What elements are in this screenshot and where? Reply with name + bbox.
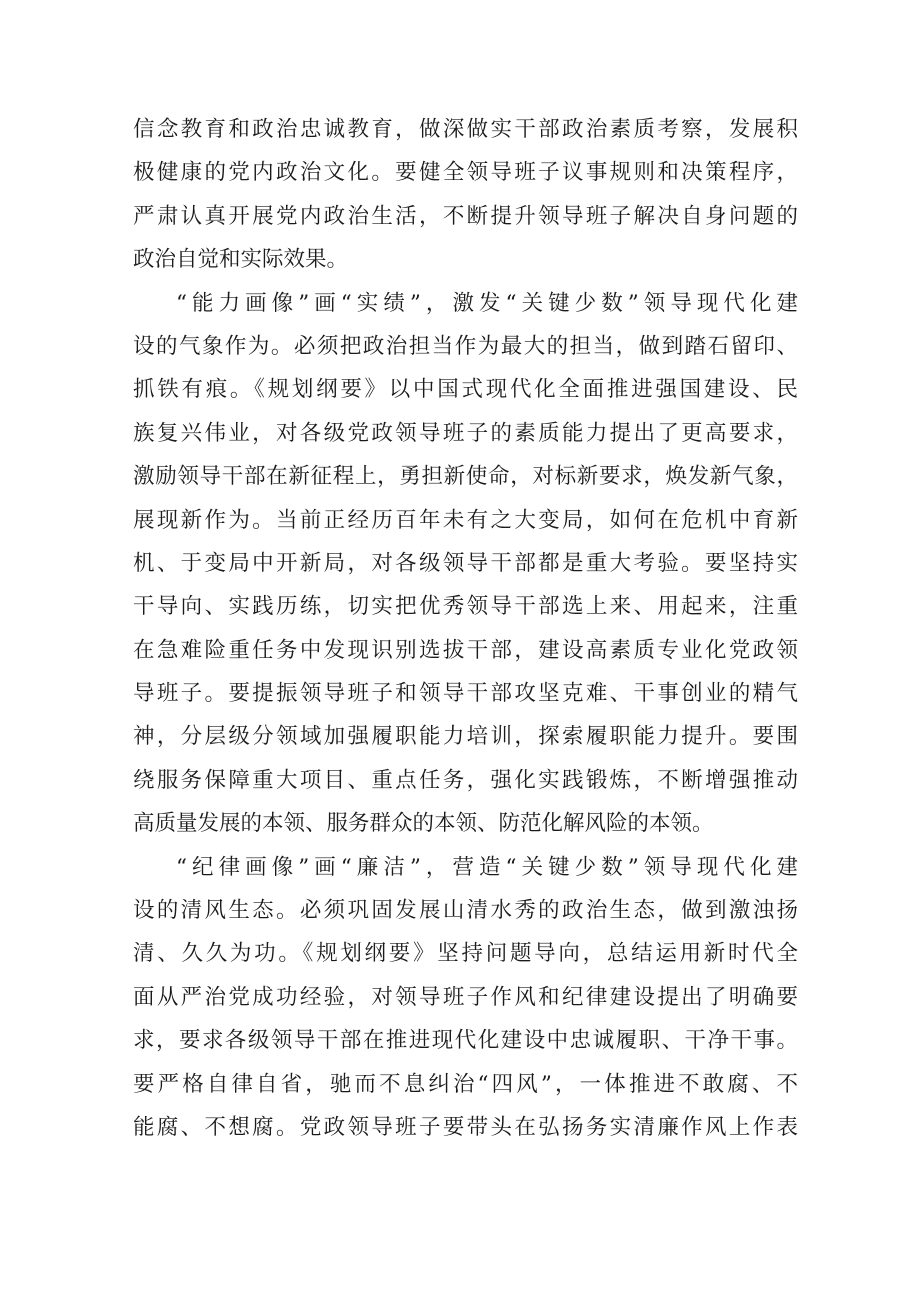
text-line: 设的清风生态。必须巩固发展山清水秀的政治生态，做到激浊扬: [133, 898, 798, 924]
text-line: 清、久久为功。《规划纲要》坚持问题导向，总结运用新时代全: [133, 941, 798, 967]
text-line: 能腐、不想腐。党政领导班子要带头在弘扬务实清廉作风上作表: [133, 1114, 798, 1140]
text-line: 设的气象作为。必须把政治担当作为最大的担当，做到踏石留印、: [133, 333, 798, 359]
paragraph-end-line: 政治自觉和实际效果。: [133, 247, 349, 273]
text-line: 族复兴伟业，对各级党政领导班子的素质能力提出了更高要求，: [133, 420, 798, 446]
text-line: 干导向、实践历练，切实把优秀领导干部选上来、用起来，注重: [133, 594, 798, 620]
text-line: 极健康的党内政治文化。要健全领导班子议事规则和决策程序，: [133, 160, 798, 186]
text-line: 在急难险重任务中发现识别选拔干部，建设高素质专业化党政领: [133, 637, 798, 663]
text-line: 激励领导干部在新征程上，勇担新使命，对标新要求，焕发新气象，: [133, 464, 798, 490]
text-line: 绕服务保障重大项目、重点任务，强化实践锻炼，不断增强推动: [133, 767, 798, 793]
text-line: 神，分层级分领域加强履职能力培训，探索履职能力提升。要围: [133, 724, 798, 750]
text-line: 面从严治党成功经验，对领导班子作风和纪律建设提出了明确要: [133, 984, 798, 1010]
body-text: [133, 108, 798, 1149]
text-line: 抓铁有痕。《规划纲要》以中国式现代化全面推进强国建设、民: [133, 377, 798, 403]
text-line: 要严格自律自省，驰而不息纠治“四风”，一体推进不敢腐、不: [133, 1071, 798, 1097]
paragraph-end-line: 高质量发展的本领、服务群众的本领、防范化解风险的本领。: [133, 811, 714, 837]
text-line: 机、于变局中开新局，对各级领导干部都是重大考验。要坚持实: [133, 550, 798, 576]
text-line: 求，要求各级领导干部在推进现代化建设中忠诚履职、干净干事。: [133, 1028, 798, 1054]
text-line: 展现新作为。当前正经历百年未有之大变局，如何在危机中育新: [133, 507, 798, 533]
text-line: 信念教育和政治忠诚教育，做深做实干部政治素质考察，发展积: [133, 117, 798, 142]
paragraph-start-line: “纪律画像”画“廉洁”，营造“关键少数”领导现代化建: [176, 854, 798, 880]
text-line: 严肃认真开展党内政治生活，不断提升领导班子解决自身问题的: [133, 203, 798, 229]
paragraph-start-line: “能力画像”画“实绩”，激发“关键少数”领导现代化建: [176, 290, 798, 316]
text-line: 导班子。要提振领导班子和领导干部攻坚克难、干事创业的精气: [133, 681, 798, 707]
